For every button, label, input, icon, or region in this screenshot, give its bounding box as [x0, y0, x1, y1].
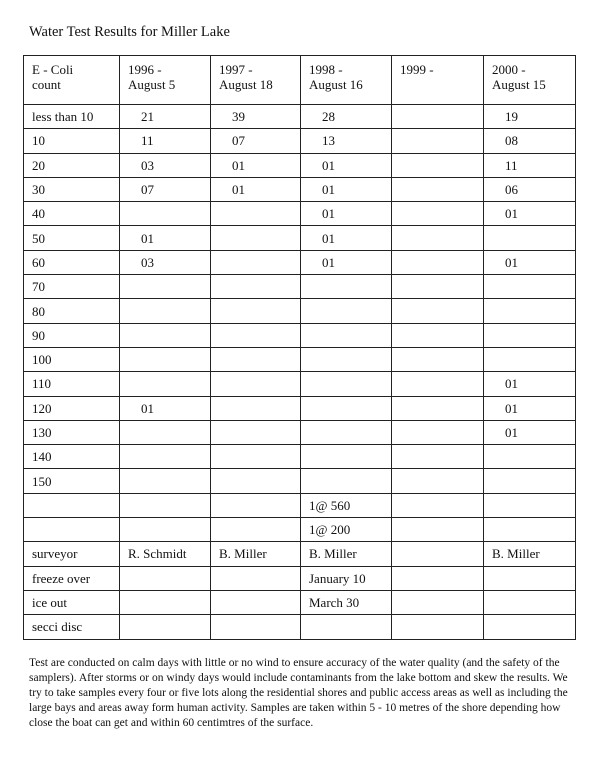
- table-cell: B. Miller: [301, 542, 392, 566]
- row-label-cell: 90: [24, 323, 120, 347]
- table-cell: [392, 177, 484, 201]
- table-cell: 01: [484, 420, 576, 444]
- table-cell: [392, 202, 484, 226]
- table-cell: 08: [484, 129, 576, 153]
- table-cell: [484, 299, 576, 323]
- table-cell: [211, 615, 301, 639]
- table-cell: [120, 566, 211, 590]
- table-cell: [120, 323, 211, 347]
- table-row: [24, 323, 576, 347]
- table-row: [24, 493, 576, 517]
- row-label-cell: [24, 493, 120, 517]
- table-cell: [392, 153, 484, 177]
- table-cell: [301, 420, 392, 444]
- table-row: [24, 299, 576, 323]
- table-cell: 39: [211, 105, 301, 129]
- table-cell: 13: [301, 129, 392, 153]
- table-row: [24, 396, 576, 420]
- row-label-cell: 40: [24, 202, 120, 226]
- table-cell: [120, 202, 211, 226]
- table-cell: [484, 445, 576, 469]
- header-cell-1998: 1998 - August 16: [301, 56, 392, 105]
- table-cell: 01: [301, 153, 392, 177]
- table-cell: [120, 469, 211, 493]
- table-cell: 11: [484, 153, 576, 177]
- table-cell: [484, 493, 576, 517]
- table-cell: [392, 323, 484, 347]
- table-cell: [301, 299, 392, 323]
- table-cell: [211, 493, 301, 517]
- table-cell: 01: [484, 372, 576, 396]
- table-cell: [392, 542, 484, 566]
- table-cell: [211, 566, 301, 590]
- table-cell: [392, 518, 484, 542]
- row-label-cell: 150: [24, 469, 120, 493]
- table-cell: [211, 299, 301, 323]
- header-cell-1997: 1997 - August 18: [211, 56, 301, 105]
- row-label-cell: secci disc: [24, 615, 120, 639]
- table-cell: [484, 590, 576, 614]
- table-cell: [484, 566, 576, 590]
- table-header-row: [24, 56, 576, 105]
- table-cell: [120, 372, 211, 396]
- table-cell: [392, 299, 484, 323]
- row-label-cell: 80: [24, 299, 120, 323]
- table-cell: 01: [301, 177, 392, 201]
- table-cell: [301, 323, 392, 347]
- table-cell: [484, 518, 576, 542]
- table-cell: [392, 615, 484, 639]
- table-cell: [120, 299, 211, 323]
- row-label-cell: 60: [24, 250, 120, 274]
- table-cell: [211, 372, 301, 396]
- table-cell: [211, 202, 301, 226]
- row-label-cell: 140: [24, 445, 120, 469]
- table-cell: [484, 469, 576, 493]
- table-cell: [120, 347, 211, 371]
- table-cell: [392, 347, 484, 371]
- table-row: [24, 250, 576, 274]
- table-cell: [484, 347, 576, 371]
- table-cell: 28: [301, 105, 392, 129]
- table-cell: B. Miller: [484, 542, 576, 566]
- table-cell: [120, 420, 211, 444]
- row-label-cell: freeze over: [24, 566, 120, 590]
- row-label-cell: 130: [24, 420, 120, 444]
- table-row: [24, 372, 576, 396]
- table-cell: [392, 129, 484, 153]
- table-row: [24, 615, 576, 639]
- table-cell: [120, 445, 211, 469]
- table-cell: [392, 566, 484, 590]
- row-label-cell: 20: [24, 153, 120, 177]
- table-cell: 1@ 200: [301, 518, 392, 542]
- row-label-cell: surveyor: [24, 542, 120, 566]
- row-label-cell: 120: [24, 396, 120, 420]
- table-cell: 19: [484, 105, 576, 129]
- table-cell: 07: [211, 129, 301, 153]
- table-cell: 01: [301, 226, 392, 250]
- table-cell: [392, 493, 484, 517]
- table-row: [24, 445, 576, 469]
- table-row: [24, 518, 576, 542]
- header-cell-1996: 1996 - August 5: [120, 56, 211, 105]
- row-label-cell: 70: [24, 275, 120, 299]
- page-title: Water Test Results for Miller Lake: [29, 24, 230, 40]
- table-cell: 01: [120, 396, 211, 420]
- table-row: [24, 347, 576, 371]
- header-cell-1999: 1999 -: [392, 56, 484, 105]
- footnote-text: Test are conducted on calm days with little or no wind to ensure accuracy of the water quality (and the safety of the samplers). After storms or on windy days would include contaminants from the lake bottom and skew the results. We try to take samples every four or five lots along the residential shores and public access areas as well as including the large bays and areas away form human activity. Samples are taken within 5 - 10 metres of the shore depending how close the boat can get and within 60 centimtres of the surface.: [29, 657, 568, 729]
- table-cell: [392, 469, 484, 493]
- row-label-cell: 50: [24, 226, 120, 250]
- table-cell: [120, 275, 211, 299]
- table-row: [24, 105, 576, 129]
- table-cell: 01: [301, 202, 392, 226]
- table-cell: 07: [120, 177, 211, 201]
- table-cell: 03: [120, 153, 211, 177]
- table-cell: March 30: [301, 590, 392, 614]
- table-cell: 03: [120, 250, 211, 274]
- table-cell: [301, 275, 392, 299]
- table-cell: [392, 372, 484, 396]
- table-cell: 11: [120, 129, 211, 153]
- table-row: [24, 129, 576, 153]
- table-cell: [301, 396, 392, 420]
- table-cell: [392, 226, 484, 250]
- header-cell-ecoli: E - Coli count: [24, 56, 120, 105]
- table-cell: [301, 372, 392, 396]
- table-row: [24, 153, 576, 177]
- table-cell: [211, 518, 301, 542]
- table-cell: [484, 323, 576, 347]
- table-cell: [301, 615, 392, 639]
- table-cell: [211, 275, 301, 299]
- row-label-cell: 10: [24, 129, 120, 153]
- table-row: [24, 469, 576, 493]
- water-test-table: [23, 55, 576, 640]
- table-cell: [392, 420, 484, 444]
- table-cell: [484, 275, 576, 299]
- table-row: [24, 566, 576, 590]
- table-row: [24, 177, 576, 201]
- table-row: [24, 542, 576, 566]
- table-cell: 1@ 560: [301, 493, 392, 517]
- row-label-cell: 30: [24, 177, 120, 201]
- table-cell: [392, 396, 484, 420]
- table-cell: 01: [211, 153, 301, 177]
- table-cell: [211, 590, 301, 614]
- table-cell: January 10: [301, 566, 392, 590]
- table-cell: [211, 323, 301, 347]
- table-cell: 01: [120, 226, 211, 250]
- table-cell: 01: [484, 396, 576, 420]
- row-label-cell: ice out: [24, 590, 120, 614]
- table-cell: [120, 493, 211, 517]
- table-cell: [211, 420, 301, 444]
- table-cell: R. Schmidt: [120, 542, 211, 566]
- table-cell: 06: [484, 177, 576, 201]
- table-cell: 21: [120, 105, 211, 129]
- table-cell: [484, 615, 576, 639]
- table-cell: [211, 226, 301, 250]
- table-row: [24, 590, 576, 614]
- table-cell: [211, 250, 301, 274]
- table-row: [24, 420, 576, 444]
- table-cell: [211, 396, 301, 420]
- table-cell: B. Miller: [211, 542, 301, 566]
- table-cell: [392, 590, 484, 614]
- table-cell: [301, 445, 392, 469]
- table-cell: [120, 518, 211, 542]
- header-cell-2000: 2000 - August 15: [484, 56, 576, 105]
- table-cell: 01: [301, 250, 392, 274]
- table-cell: 01: [484, 202, 576, 226]
- table-cell: [392, 445, 484, 469]
- table-cell: [301, 469, 392, 493]
- table-cell: [211, 445, 301, 469]
- table-cell: [392, 105, 484, 129]
- table-cell: [484, 226, 576, 250]
- row-label-cell: 100: [24, 347, 120, 371]
- table-cell: 01: [211, 177, 301, 201]
- table-cell: [392, 275, 484, 299]
- table-cell: [120, 615, 211, 639]
- table-cell: [301, 347, 392, 371]
- table-row: [24, 226, 576, 250]
- table-row: [24, 275, 576, 299]
- row-label-cell: 110: [24, 372, 120, 396]
- table-cell: [211, 347, 301, 371]
- table-cell: [392, 250, 484, 274]
- row-label-cell: [24, 518, 120, 542]
- table-cell: 01: [484, 250, 576, 274]
- row-label-cell: less than 10: [24, 105, 120, 129]
- table-cell: [120, 590, 211, 614]
- table-cell: [211, 469, 301, 493]
- table-row: [24, 202, 576, 226]
